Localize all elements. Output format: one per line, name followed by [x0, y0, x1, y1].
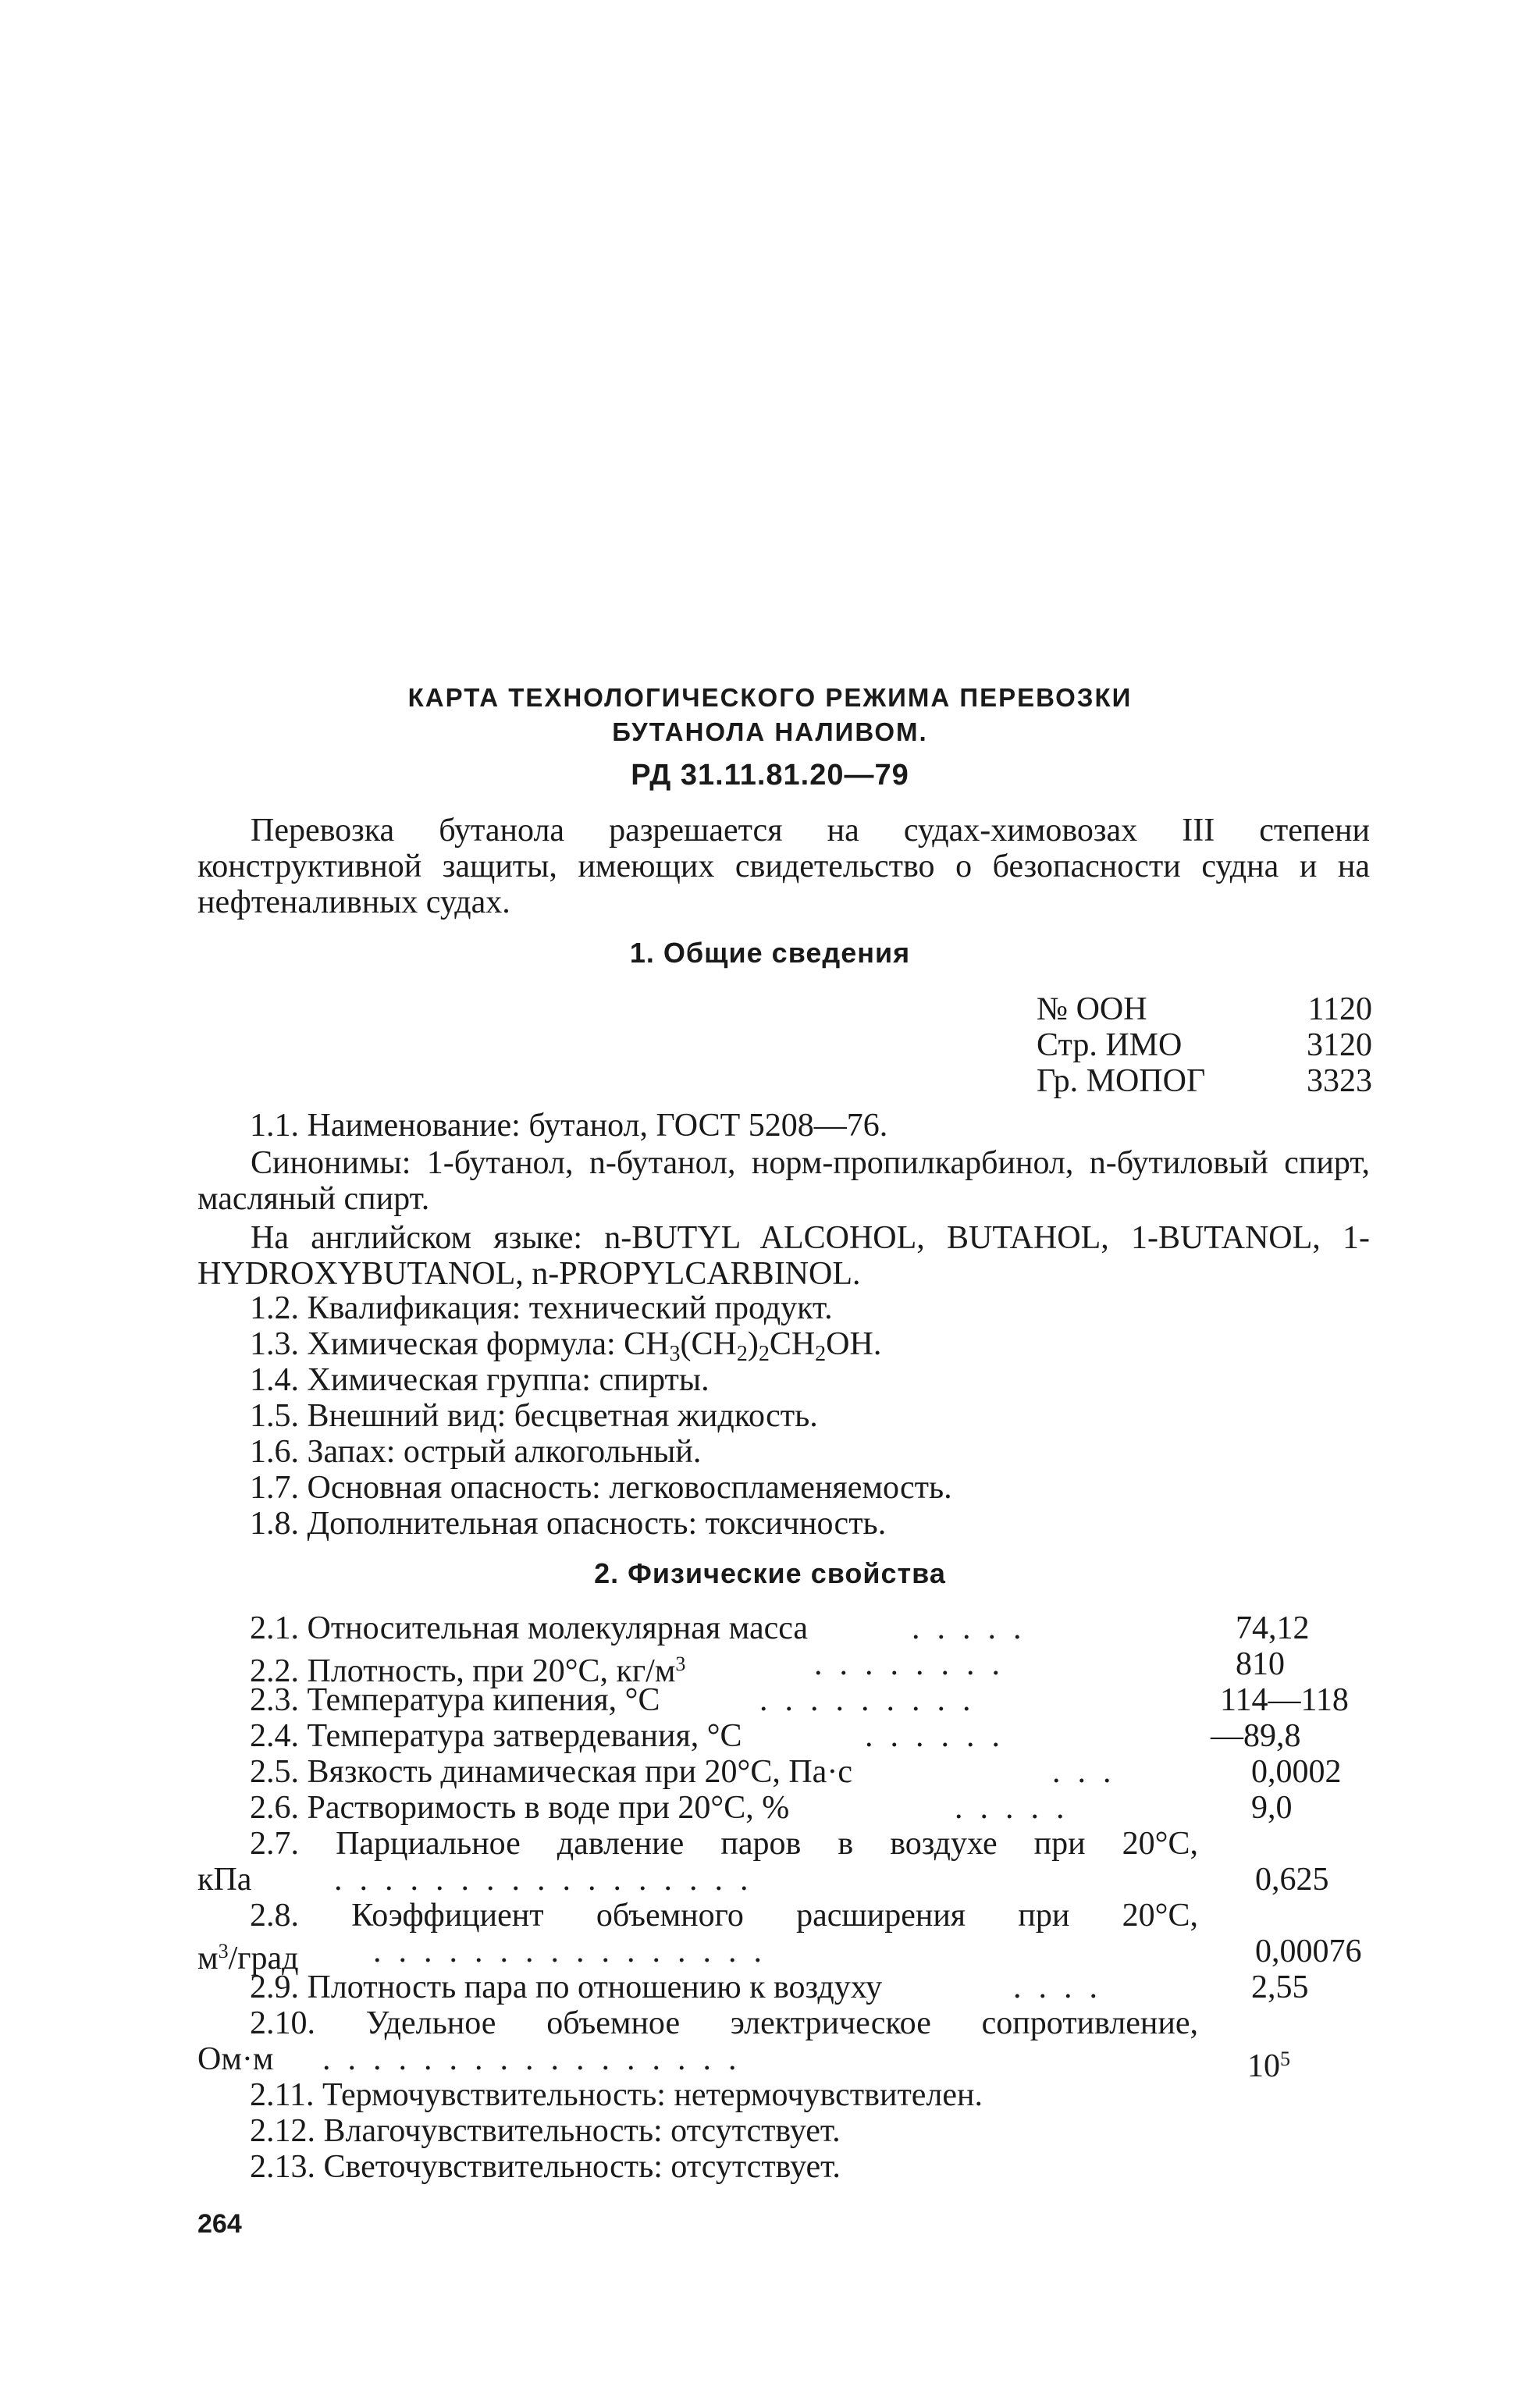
english-names-paragraph: На английском языке: n-BUTYL ALCOHOL, BUTAHOL, 1-BUTANOL, 1-HYDROXYBUTANOL, n-PROPYLCARBINOL.	[197, 1220, 1370, 1292]
item-1-8: 1.8. Дополнительная опасность: токсичность.	[250, 1506, 887, 1542]
property-label-text: 2.2. Плотность, при 20°C, кг/м	[250, 1653, 676, 1689]
unit-base: м	[197, 1941, 219, 1976]
code-label: Гр. МОПОГ	[1037, 1063, 1206, 1099]
property-2-8	[197, 1934, 1370, 1976]
formula-prefix: 1.3. Химическая формула: CH	[250, 1326, 670, 1362]
code-row-un	[1037, 991, 1372, 1027]
code-value: 3323	[1307, 1063, 1372, 1099]
dot-leader: .................	[334, 1862, 766, 1898]
property-label: 2.3. Температура кипения, °C	[250, 1682, 660, 1718]
dot-leader: ................	[373, 1934, 779, 1969]
dot-leader: .................	[322, 2041, 754, 2077]
item-1-5: 1.5. Внешний вид: бесцветная жидкость.	[250, 1398, 818, 1434]
formula-sub: 3	[669, 1342, 681, 1366]
formula-sub: 2	[758, 1342, 770, 1366]
dot-leader: ........	[814, 1646, 1017, 1682]
property-label: 2.1. Относительная молекулярная масса	[250, 1610, 809, 1646]
title-line-2: БУТАНОЛА НАЛИВОМ.	[612, 717, 928, 746]
formula-end: OH.	[826, 1326, 882, 1362]
item-1-4: 1.4. Химическая группа: спирты.	[250, 1362, 710, 1398]
intro-paragraph: Перевозка бутанола разрешается на судах-химовозах III степени конструктивной защиты, имеющих свидетельство о безопасности судна и на нефтеналивных судах.	[197, 813, 1370, 920]
property-value: 114—118	[1220, 1682, 1349, 1718]
property-2-2	[197, 1646, 1370, 1689]
formula-part: )	[747, 1326, 759, 1362]
property-2-1	[197, 1610, 1370, 1646]
formula-sub: 2	[815, 1342, 827, 1366]
property-2-5	[197, 1754, 1370, 1790]
title-line-1: КАРТА ТЕХНОЛОГИЧЕСКОГО РЕЖИМА ПЕРЕВОЗКИ	[407, 683, 1133, 712]
property-2-7-label: 2.7. Парциальное давление паров в воздухе при 20°C,	[250, 1826, 1198, 1862]
formula-sub: 2	[736, 1342, 748, 1366]
synonyms-paragraph: Синонимы: 1-бутанол, n-бутанол, норм-пропилкарбинол, n-бутиловый спирт, масляный спирт.	[197, 1145, 1370, 1217]
property-unit: кПа	[197, 1862, 252, 1898]
document-title	[0, 681, 1540, 749]
document-number: РД 31.11.81.20—79	[631, 759, 909, 792]
property-2-3	[197, 1682, 1370, 1718]
superscript: 3	[675, 1653, 686, 1675]
property-value: 0,00076	[1255, 1934, 1362, 1969]
identification-codes	[1037, 991, 1372, 1099]
property-value	[1247, 2041, 1290, 2084]
property-2-10-label: 2.10. Удельное объемное электрическое сопротивление,	[250, 2005, 1198, 2041]
property-2-4	[197, 1718, 1370, 1754]
superscript: 5	[1280, 2048, 1290, 2070]
property-2-12: 2.12. Влагочувствительность: отсутствует.	[250, 2113, 841, 2149]
code-value: 1120	[1307, 991, 1372, 1027]
property-value: —89,8	[1211, 1718, 1301, 1754]
property-2-8-label: 2.8. Коэффициент объемного расширения при 20°C,	[250, 1898, 1198, 1934]
dot-leader: .....	[912, 1610, 1039, 1646]
page-number: 264	[197, 2209, 242, 2239]
property-unit: Ом·м	[197, 2041, 274, 2077]
property-label: 2.6. Растворимость в воде при 20°C, %	[250, 1790, 790, 1826]
property-value: 810	[1236, 1646, 1285, 1682]
dot-leader: ......	[865, 1718, 1017, 1754]
code-label: Стр. ИМО	[1037, 1027, 1183, 1063]
property-2-11: 2.11. Термочувствительность: нетермочувствителен.	[250, 2077, 983, 2113]
value-base: 10	[1247, 2048, 1280, 2084]
code-value: 3120	[1307, 1027, 1372, 1063]
code-row-mopog	[1037, 1063, 1372, 1099]
dot-leader: .........	[759, 1682, 988, 1718]
property-label: 2.4. Температура затвердевания, °C	[250, 1718, 742, 1754]
unit-tail: /град	[228, 1941, 299, 1976]
superscript: 3	[218, 1940, 229, 1962]
property-2-9	[197, 1969, 1370, 2005]
code-label: № ООН	[1037, 991, 1147, 1027]
item-1-6: 1.6. Запах: острый алкогольный.	[250, 1434, 702, 1470]
section-1-title: 1. Общие сведения	[629, 937, 911, 969]
dot-leader: ....	[1013, 1969, 1115, 2005]
dot-leader: .....	[955, 1790, 1082, 1826]
property-2-7	[197, 1862, 1370, 1898]
item-1-2: 1.2. Квалификация: технический продукт.	[250, 1290, 833, 1326]
dot-leader: ...	[1052, 1754, 1129, 1790]
property-label: 2.9. Плотность пара по отношению к воздуху	[250, 1969, 883, 2005]
property-value: 0,0002	[1251, 1754, 1342, 1790]
property-2-13: 2.13. Светочувствительность: отсутствует.	[250, 2149, 841, 2185]
property-2-6	[197, 1790, 1370, 1826]
property-value: 2,55	[1251, 1969, 1309, 2005]
item-1-1: 1.1. Наименование: бутанол, ГОСТ 5208—76.	[250, 1108, 888, 1144]
property-value: 0,625	[1255, 1862, 1329, 1898]
formula-part: (CH	[680, 1326, 737, 1362]
formula-part: CH	[769, 1326, 816, 1362]
code-row-imo	[1037, 1027, 1372, 1063]
property-value: 74,12	[1236, 1610, 1310, 1646]
section-2-title: 2. Физические свойства	[594, 1557, 946, 1589]
property-value: 9,0	[1251, 1790, 1293, 1826]
property-2-10	[197, 2041, 1370, 2084]
property-label: 2.5. Вязкость динамическая при 20°C, Па·с	[250, 1754, 852, 1790]
item-1-7: 1.7. Основная опасность: легковоспламеняемость.	[250, 1470, 952, 1506]
